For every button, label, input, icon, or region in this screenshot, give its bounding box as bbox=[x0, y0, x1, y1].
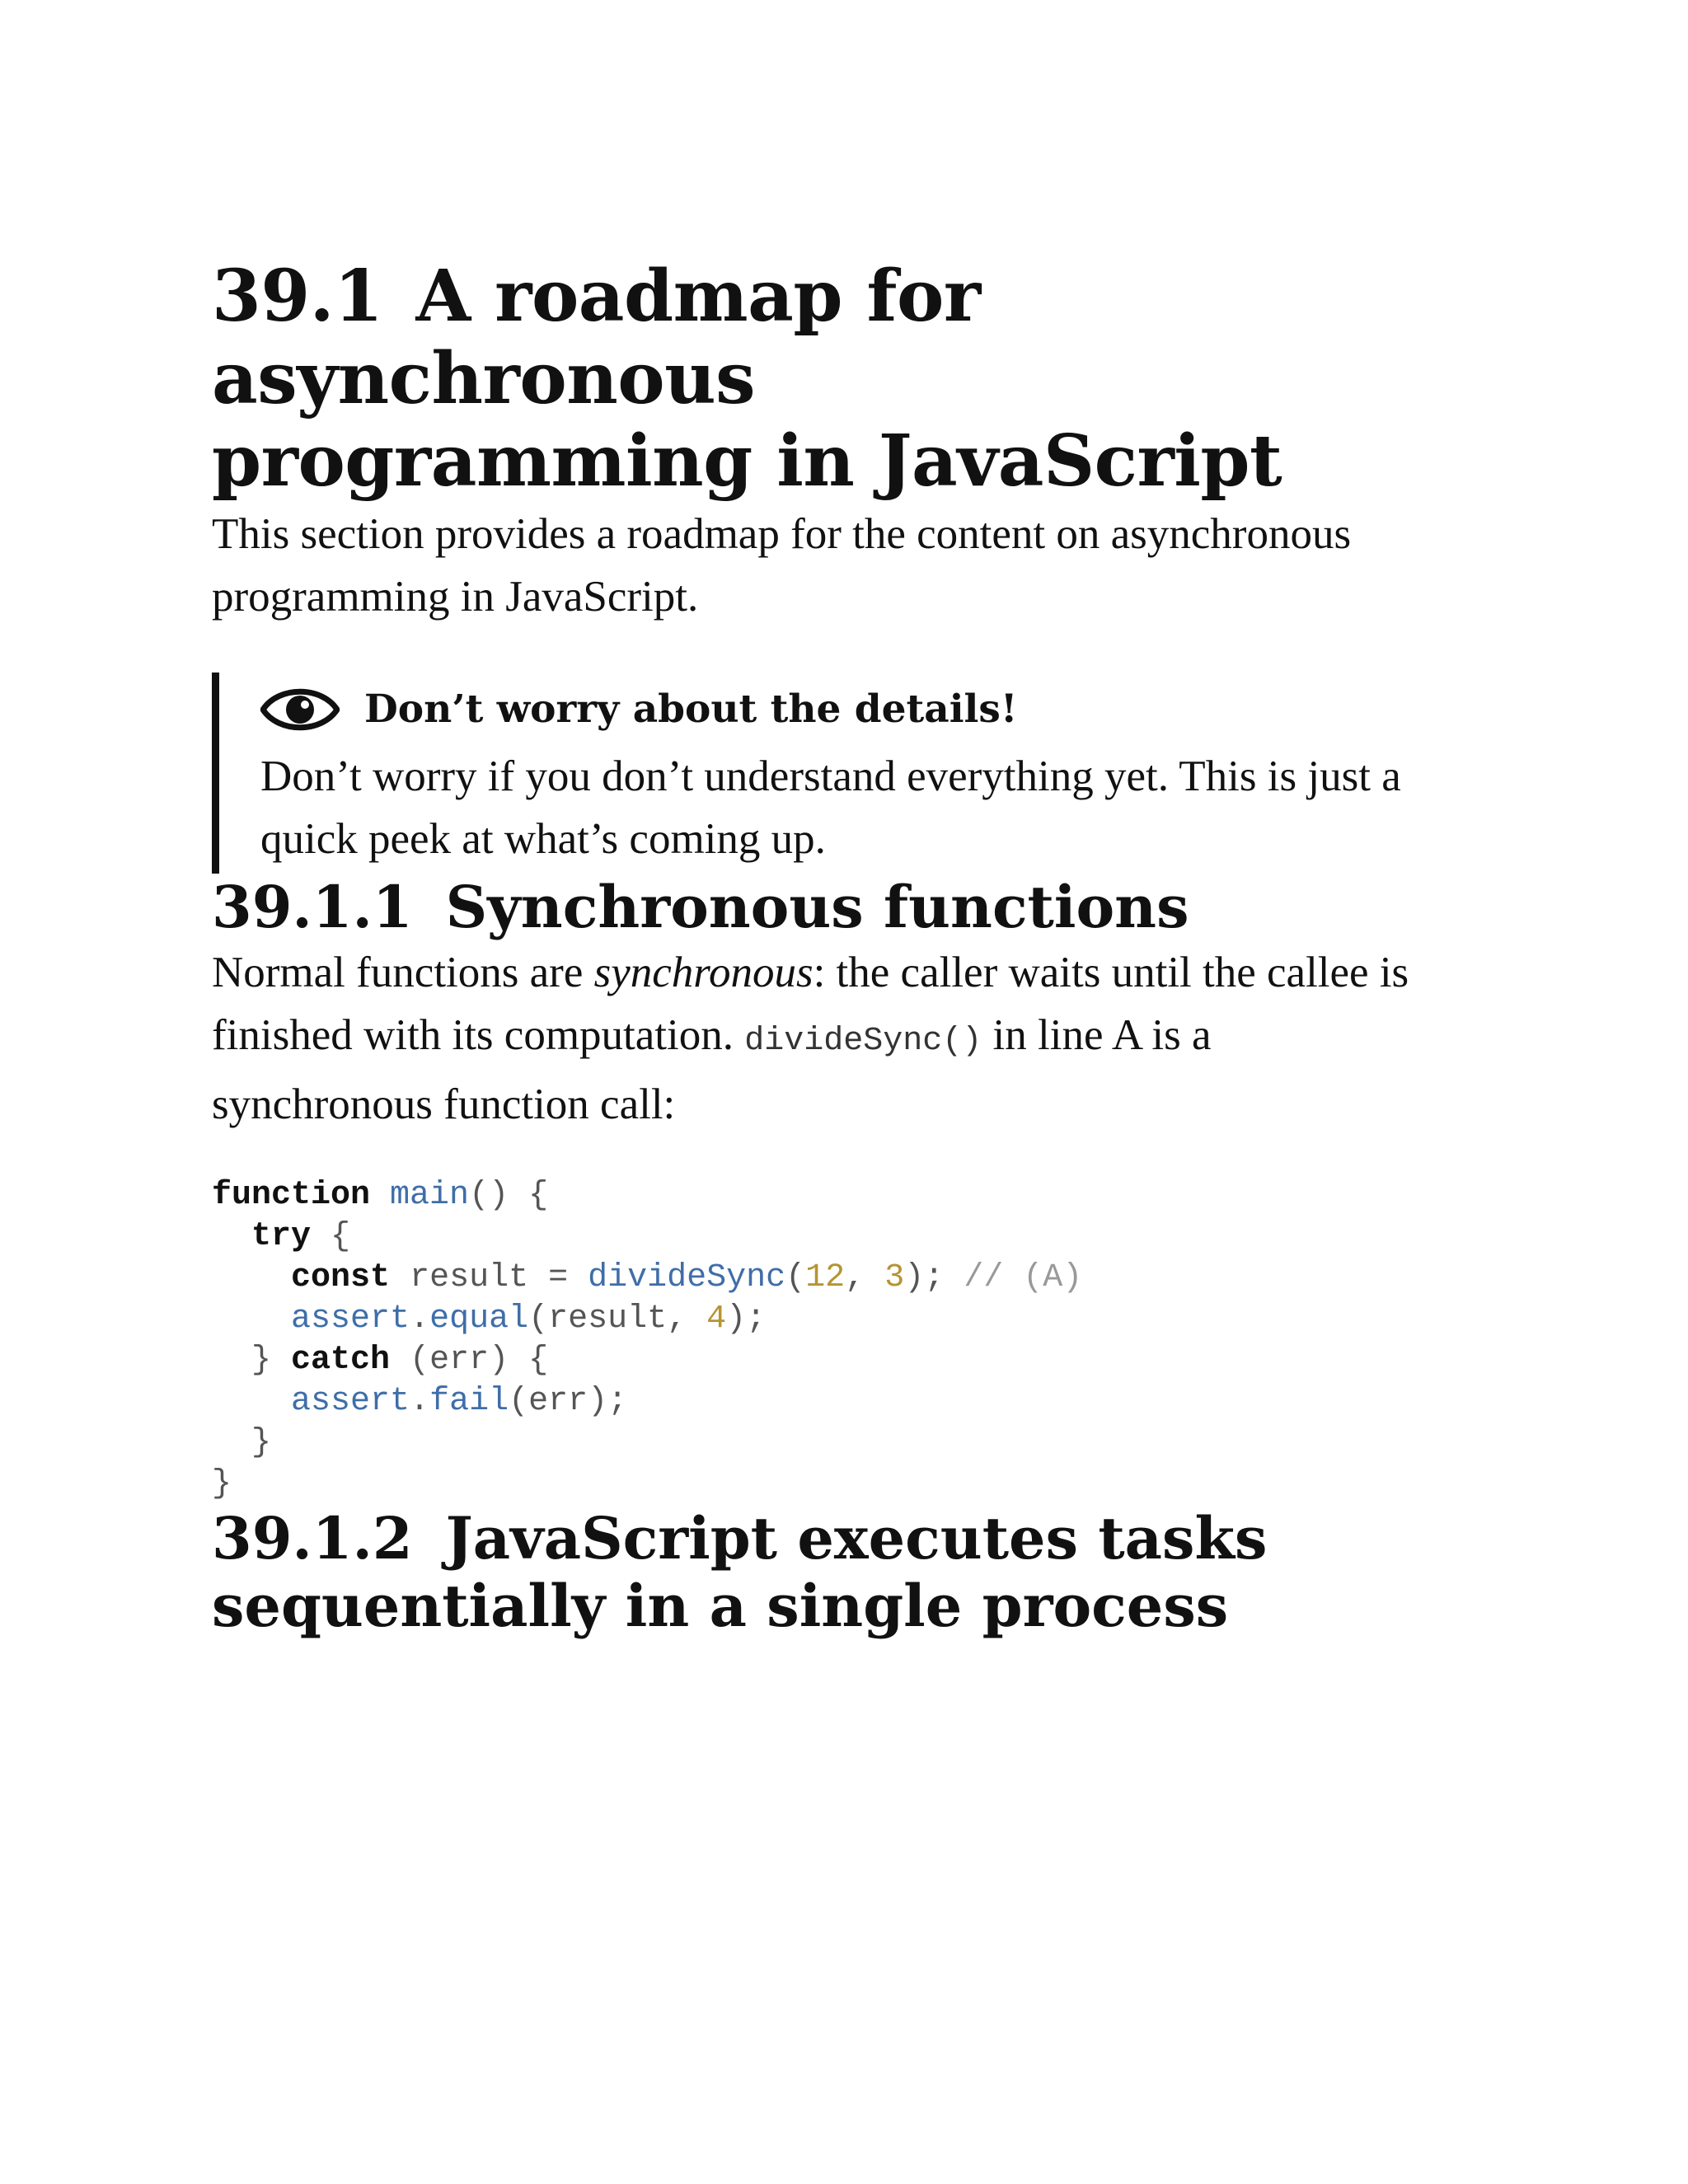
code-object: assert bbox=[291, 1383, 410, 1420]
sync-paragraph bbox=[212, 941, 1498, 1136]
tasks-number: 39.1.2 bbox=[212, 1504, 413, 1572]
code-keyword: const bbox=[291, 1259, 391, 1296]
intro-line1: This section provides a roadmap for the content on asynchronous bbox=[212, 510, 1352, 558]
tasks-heading bbox=[212, 1505, 1498, 1640]
intro-line2: programming in JavaScript. bbox=[212, 573, 699, 621]
page-content bbox=[212, 255, 1498, 1640]
code-variable: result bbox=[548, 1301, 668, 1338]
tasks-title-line2: sequentially in a single process bbox=[212, 1572, 1229, 1640]
code-variable: err bbox=[528, 1383, 588, 1420]
sync-title: Synchronous functions bbox=[445, 873, 1189, 941]
code-function: main bbox=[390, 1177, 470, 1214]
eye-icon bbox=[260, 681, 340, 738]
sync-text: in line A is a bbox=[982, 1011, 1212, 1059]
code-keyword: function bbox=[212, 1177, 371, 1214]
section-title-line2: programming in JavaScript bbox=[212, 419, 1282, 503]
sync-number: 39.1.1 bbox=[212, 873, 413, 941]
section-heading bbox=[212, 255, 1498, 503]
sync-text: : the caller waits until the callee is bbox=[813, 949, 1409, 996]
code-keyword: catch bbox=[291, 1342, 391, 1379]
code-comment: // (A) bbox=[964, 1259, 1083, 1296]
section-number: 39.1 bbox=[212, 255, 383, 338]
code-object: assert bbox=[291, 1301, 410, 1338]
code-number: 12 bbox=[805, 1259, 846, 1296]
intro-paragraph bbox=[212, 503, 1498, 628]
callout-title: Don’t worry about the details! bbox=[364, 687, 1018, 732]
callout-header bbox=[260, 674, 1498, 745]
sync-text: synchronous function call: bbox=[212, 1080, 676, 1128]
sync-text: finished with its computation. bbox=[212, 1011, 745, 1059]
tasks-title-line1: JavaScript executes tasks bbox=[445, 1504, 1268, 1572]
sync-emphasis: synchronous bbox=[593, 949, 814, 996]
inline-code: divideSync() bbox=[744, 1023, 982, 1060]
code-function: fail bbox=[429, 1383, 509, 1420]
callout-line2: quick peek at what’s coming up. bbox=[260, 815, 826, 863]
section-title-line1: A roadmap for asynchronous bbox=[212, 255, 981, 420]
code-number: 3 bbox=[884, 1259, 905, 1296]
callout-text bbox=[260, 745, 1498, 870]
code-function: equal bbox=[429, 1301, 529, 1338]
code-variable: result bbox=[410, 1259, 529, 1296]
sync-text: Normal functions are bbox=[212, 949, 594, 996]
code-variable: err bbox=[429, 1342, 490, 1379]
code-block: function main() { try { const result = divideSync(12, 3); // (A) assert.equal(result, 4); } catch (err) { assert.fail(err); } } bbox=[212, 1177, 1083, 1502]
callout-box bbox=[212, 673, 1498, 874]
sync-heading bbox=[212, 874, 1498, 941]
code-keyword: try bbox=[251, 1218, 312, 1255]
callout-line1: Don’t worry if you don’t understand everything yet. This is just a bbox=[260, 752, 1401, 800]
code-function: divideSync bbox=[588, 1259, 786, 1296]
code-number: 4 bbox=[706, 1301, 727, 1338]
